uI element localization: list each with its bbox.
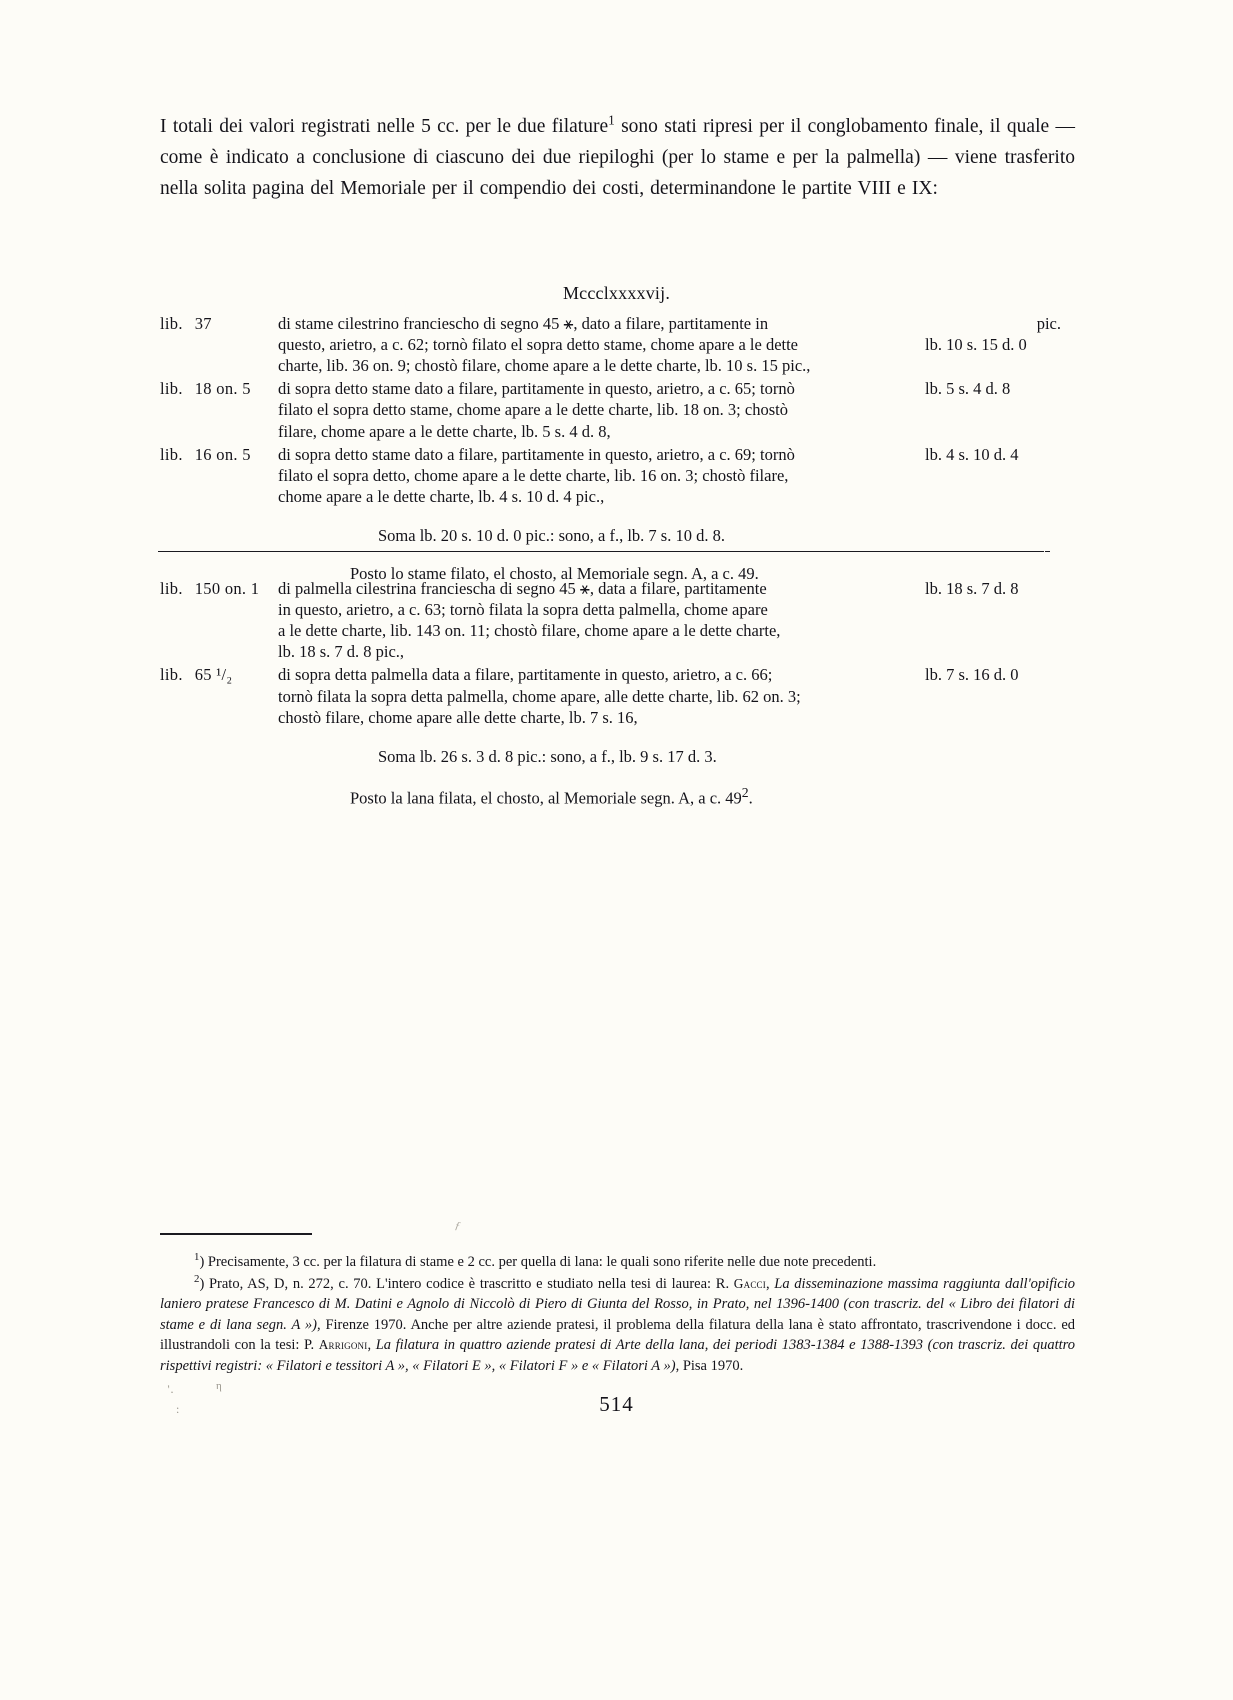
- footnote-1-text: ) Precisamente, 3 cc. per la filatura di stame e 2 cc. per quella di lana: le quali sono riferite nelle due note precedenti.: [199, 1254, 877, 1270]
- footnote-2-title-1: La disseminazione massima raggiunta dall'opificio laniero pratese Francesco di M. Datini e Agnolo di Niccolò di Piero di Giunta del Rosso, in Prato, nel 1396-1400 (con trascriz. del « Libro dei filatori di stame e di lana segn. A »): [160, 1275, 1075, 1333]
- footnote-ref-2[interactable]: 2: [741, 784, 749, 800]
- footnote-2-title-2: La filatura in quattro aziende pratesi di Arte della lana, dei periodi 1383-1384 e 1388-1393 (con trascriz. dei quattro rispettivi registri: « Filatori e tessitori A », « Filatori E », « Filatori F » e « Filatori A »): [160, 1337, 1076, 1374]
- ledger-block-palmella: [160, 578, 1075, 808]
- ledger-entry: [160, 313, 1075, 376]
- footnote-1: [160, 1252, 1075, 1273]
- ledger-entry: [160, 578, 1075, 662]
- footnote-2-author-1: Gacci: [733, 1275, 766, 1291]
- ledger-entry-amount: [917, 444, 1075, 465]
- scan-artifact-mark: ƒ: [453, 1219, 462, 1233]
- ledger-entry-line: di palmella cilestrina franciescha di segno 45 ⚹, data a filare, partitamente: [278, 579, 767, 598]
- intro-text-after-note: sono stati ripresi per il conglobamento finale, il quale — come è indicato a conclusione di ciascuno dei due riepiloghi (per lo stame e per la palmella) — viene trasferito nella solita pagina del Memoriale per il compendio dei costi, determinandone le partite VIII e IX:: [160, 116, 1075, 199]
- ledger-posting-text: Posto la lana filata, el chosto, al Memoriale segn. A, a c. 49: [350, 788, 742, 808]
- ledger-amount-unit-label: pic.: [1036, 314, 1061, 333]
- footnote-ref-1[interactable]: 1: [608, 112, 615, 128]
- ledger-entry: [160, 664, 1075, 727]
- ledger-entry-line: di sopra detta palmella data a filare, partitamente in questo, arietro, a c. 66;: [278, 665, 773, 685]
- ledger-entry-line: charte, lib. 36 on. 9; chostò filare, chome apare a le dette charte, lb. 10 s. 15 pic.,: [278, 356, 811, 376]
- lib-label: lib.: [160, 314, 183, 333]
- ledger-entry-text: [278, 578, 917, 662]
- lib-label: lib.: [160, 665, 183, 685]
- footnote-separator: [160, 1233, 312, 1235]
- ledger-entry-text: [278, 378, 917, 441]
- footnote-2-seg1: ) Prato, AS, D, n. 272, c. 70. L'intero codice è trascritto e studiato nella tesi di laurea: R.: [199, 1275, 734, 1292]
- ledger-entry-quantity: [160, 578, 278, 599]
- ledger-entry-line: filare, chome apare a le dette charte, lb. 5 s. 4 d. 8,: [278, 421, 611, 441]
- footnote-2-seg4: ,: [367, 1337, 376, 1354]
- ledger-entry-line: chome apare a le dette charte, lb. 4 s. 10 d. 4 pic.,: [278, 486, 605, 506]
- scan-artifact-mark: η: [216, 1380, 222, 1392]
- ledger-entry-line: filato el sopra detto, chome apare a le dette charte, lib. 16 on. 3; chostò filare,: [278, 465, 789, 485]
- ledger-entry: [160, 444, 1075, 507]
- ledger-entry-line: di stame cilestrino franciescho di segno 45 ⚹, dato a filare, partitamente in: [278, 314, 769, 333]
- ledger-entry-line: filato el sopra detto stame, chome apare a le dette charte, lib. 18 on. 3; chostò: [278, 400, 788, 420]
- ledger-posting-stame: Posto lo stame filato, el chosto, al Memoriale segn. A, a c. 49.: [350, 564, 759, 584]
- footnote-2: [160, 1274, 1075, 1377]
- footnotes: [160, 1252, 1075, 1377]
- page-number: 514: [599, 1392, 634, 1416]
- ledger-entry-line: di sopra detto stame dato a filare, partitamente in questo, arietro, a c. 65; tornò: [278, 379, 795, 399]
- ledger-entry-line: chostò filare, chome apare alle dette charte, lb. 7 s. 16,: [278, 707, 638, 727]
- ledger-entry-text: [278, 444, 917, 507]
- ledger-entry-line: in questo, arietro, a c. 63; tornò filata la sopra detta palmella, chome apare: [278, 600, 768, 620]
- ledger-entry-amount: [917, 313, 1075, 355]
- lib-value: 16 on. 5: [194, 444, 251, 464]
- intro-text-before-note: I totali dei valori registrati nelle 5 cc. per le due filature: [160, 116, 609, 137]
- ledger-entry-quantity: [160, 444, 278, 465]
- section-divider: [158, 551, 1044, 552]
- ledger-amount-value: lb. 5 s. 4 d. 8: [925, 379, 1011, 399]
- ledger-entry-text: [278, 664, 917, 727]
- ledger-entry-line: tornò filata la sopra detta palmella, chome apare, alle dette charte, lib. 62 on. 3;: [278, 686, 801, 706]
- ledger-posting-palmella: [350, 784, 1075, 809]
- scan-artifact-mark: '.: [166, 1381, 175, 1397]
- lib-label: lib.: [160, 579, 183, 598]
- scan-artifact-mark: :: [176, 1402, 180, 1416]
- document-date-heading: Mccclxxxxvij.: [562, 283, 671, 303]
- ledger-entry-line: di sopra detto stame dato a filare, partitamente in questo, arietro, a c. 69; tornò: [278, 444, 795, 464]
- ledger-entry-quantity: [160, 664, 278, 685]
- lib-label: lib.: [160, 379, 183, 399]
- ledger-total-stame: Soma lb. 20 s. 10 d. 0 pic.: sono, a f., lb. 7 s. 10 d. 8.: [378, 525, 725, 545]
- ledger-entry-quantity: [160, 313, 278, 334]
- footnote-2-author-2: Arrigoni: [318, 1337, 368, 1353]
- ledger-amount-value: lb. 10 s. 15 d. 0: [925, 335, 1027, 355]
- footnote-2-marker: 2: [194, 1272, 200, 1285]
- lib-value: 18 on. 5: [194, 379, 251, 399]
- footnote-2-seg2: ,: [765, 1275, 775, 1292]
- lib-value: 65 ¹/₂: [194, 665, 233, 685]
- intro-paragraph: [160, 112, 1075, 204]
- ledger-amount-value: lb. 4 s. 10 d. 4: [925, 444, 1019, 464]
- ledger-block-stame: [160, 313, 1075, 584]
- ledger-entry-amount: [917, 378, 1075, 399]
- lib-label: lib.: [160, 444, 183, 464]
- ledger-entry: [160, 378, 1075, 441]
- ledger-amount-value: lb. 7 s. 16 d. 0: [925, 665, 1019, 685]
- ledger-entry-quantity: [160, 378, 278, 399]
- footnote-2-seg3: , Firenze 1970. Anche per altre aziende pratesi, il problema della filatura della lana è stato affrontato, trascrivendone i docc. ed illustrandoli con la tesi: P.: [160, 1316, 1076, 1354]
- footnote-2-seg5: , Pisa 1970.: [675, 1357, 744, 1374]
- ledger-total-palmella: Soma lb. 26 s. 3 d. 8 pic.: sono, a f., lb. 9 s. 17 d. 3.: [378, 746, 717, 766]
- ledger-amount-value: lb. 18 s. 7 d. 8: [925, 579, 1019, 598]
- ledger-entry-amount: [917, 578, 1075, 599]
- footnote-1-marker: 1: [194, 1251, 200, 1264]
- ledger-posting-text-end: .: [748, 788, 753, 808]
- lib-value: 150 on. 1: [194, 579, 260, 598]
- lib-value: 37: [194, 314, 212, 333]
- ledger-entry-amount: [917, 664, 1075, 685]
- ledger-entry-line: lb. 18 s. 7 d. 8 pic.,: [278, 642, 405, 662]
- ledger-entry-line: questo, arietro, a c. 62; tornò filato el sopra detto stame, chome apare a le dette: [278, 335, 799, 355]
- ledger-entry-line: a le dette charte, lib. 143 on. 11; chostò filare, chome apare a le dette charte,: [278, 621, 781, 641]
- ledger-entry-text: [278, 313, 917, 376]
